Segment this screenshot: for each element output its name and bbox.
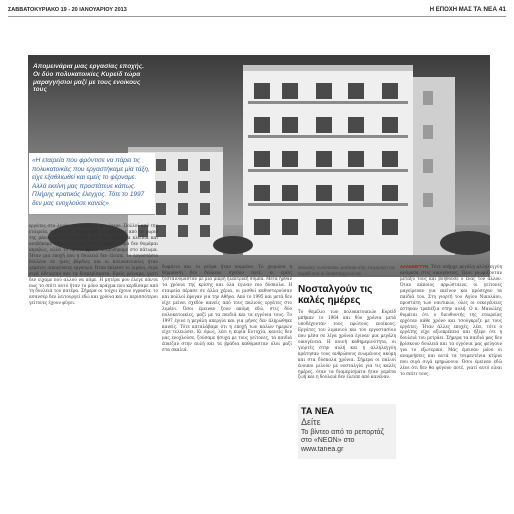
issue-date: ΣΑΒΒΑΤΟΚΥΡΙΑΚΟ 19 - 20 ΙΑΝΟΥΑΡΙΟΥ 2013 (8, 7, 127, 13)
sidebar-body: Το θεμέλιο των πολυκατοικιών Κυρείδ μπήκαν το 1964 και δύο χρόνια μετά υποδέχονταν τους πρώτους ενοίκους. Εργάτες του λιμανιού και του εργοστασίου που μέσα σε λίγα χρόνια έγιναν μια μεγάλη οικογένεια. Η κοινή καθημερινότητα, οι γιορτές στην αυλή και η αλληλεγγύη κράτησαν τους ανθρώπους ενωμένους ακόμη και στα δύσκολα χρόνια. Σήμερα οι παλιοί ένοικοι μιλούν με νοσταλγία για τις καλές ημέρες, όταν τα διαμερίσματα ήταν γεμάτα ζωή και η δουλειά δεν έλειπε από κανέναν. (298, 309, 396, 380)
header-masthead (430, 6, 506, 13)
page-header (8, 5, 506, 17)
newspaper-brand: ΤΑ ΝΕΑ (473, 6, 498, 13)
article-column-2 (162, 264, 292, 506)
portrait-caption: Μανώλης Αναστασίου. Δούλεψε στην επιχείρηση του Κυρείδ από το δεκαεπταχρονο του (298, 265, 396, 276)
tanea-brand: ΤΑ ΝΕΑ (301, 406, 334, 416)
tanea-video-promo (298, 404, 396, 459)
paragraph-lead: ΑΛΛΗΛΕΓΓΥΗ. (400, 264, 430, 269)
promo-text: Το βίντεο από το ρεπορτάζ στο «ΝΕΩΝ» στο www.tanea.gr (301, 429, 384, 453)
promo-lead: Δείτε (301, 417, 321, 427)
article-column-4 (400, 264, 502, 506)
article-text: εργάτες στο λιμάνι τα φόρτωνε και έφερε. Πολλοί από την εταιρεία, πρώτοι απ' όλους ήρθε ο μάστορας από το χωριό της μάνας μου. Ο πατέρας μου είχε πάρει τα κλειδιά και ανεβήκαμε όλοι μαζί στον τρίτο όροφο. Τώρα δεν θυμάμαι ακριβώς, αλλά το πρώτο βράδυ κοιμηθήκαμε στο πάτωμα. Ήταν μια εποχή που η δουλειά δεν έλειπε, το εργοστάσιο δούλευε σε τρεις βάρδιες και οι πολυκατοικίες ήταν γεμάτες οικογένειες εργατών. Όταν έκλεισε το λιμάνι, σιγά σιγά άδειασαν και τα διαμερίσματα. Εμείς μείναμε, γιατί δεν είχαμε πού αλλού να πάμε. Η μητέρα μου έλεγε πάντα πως το σπίτι αυτό ήταν το μόνο πράγμα που κερδίσαμε από τη δουλειά του πατέρα. Σήμερα οι τοίχοι έχουν υγρασία, το ασανσέρ δεν λειτουργεί εδώ και χρόνια και οι περισσότεροι γείτονες έχουν φύγει. (29, 223, 158, 306)
sidebar-title: Νοσταλγούν τις καλές ημέρες (298, 284, 373, 306)
right-building (243, 65, 455, 255)
section-name: Η ΕΠΟΧΗ ΜΑΣ (429, 7, 472, 13)
page-number: 41 (498, 6, 506, 13)
article-text: Τότε υπήρχε μεγάλη αλληλεγγύη ανάμεσα στις οικογένειες. Όλοι γνωρίζονταν μεταξύ τους και βοηθούσε ο ένας τον άλλον. Όταν κάποιος αρρώσταινε, οι γείτονες μαγείρευαν για εκείνον και πρόσεχαν τα παιδιά του. Στη γιορτή του Αγίου Νικολάου, προστάτη των ναυτικών, όλες οι οικογένειες έστηναν τραπέζια στην αυλή. Ο κ. Μανώλης θυμάται ότι ο διευθυντής της εταιρείας ερχόταν κάθε χρόνο και τσούγκριζε με τους εργάτες. Ήταν άλλες εποχές, λέει, τότε ο εργάτης είχε αξιοπρέπεια και ήξερε ότι η δουλειά του μετράει. Σήμερα τα παιδιά μας δεν βρίσκουν δουλειά και τα εγγόνια μας φεύγουν για το εξωτερικό. Μας έμειναν μόνο οι αναμνήσεις και αυτά τα τσιμεντένια κτίρια που σιγά σιγά ερημώνουν. Όσοι έμειναν εδώ λένε ότι δεν θα φύγουν ποτέ, γιατί αυτό είναι το σπίτι τους. (400, 264, 502, 377)
article-text: δωμάτιο και το ρεύμα ήταν κομμένο. Το χειμώνα η θέρμανση δεν δούλευε σχεδόν ποτέ, κι εμείς ζεσταινόμασταν με μια μικρή ηλεκτρική σόμπα. Μετά ήρθαν τα χρόνια της κρίσης και όλα έγιναν πιο δύσκολα. Η εταιρεία πέρασε σε άλλα χέρια, οι μισθοί καθυστερούσαν και πολλοί έφυγαν για την Αθήνα. Από το 1995 και μετά δεν είχε μείνει σχεδόν κανείς από τους παλιούς εργάτες στο λιμάνι. Όσοι έμειναν ζουν ακόμη εδώ, στις δύο πολυκατοικίες, μαζί με τα παιδιά και τα εγγόνια τους. Το 1997 έγινε η μεγάλη απεργία και για μήνες δεν πληρώθηκε κανείς. Τότε καταλάβαμε ότι η εποχή των καλών ημερών είχε τελειώσει. Κι όμως, λέει η κυρία Ευτυχία, κανείς δεν μας ενοχλούσε, ζούσαμε ήσυχα με τους γείτονες, τα παιδιά έπαιζαν στην αυλή και τα βράδια καθόμασταν όλοι μαζί στα σκαλιά. (162, 264, 292, 353)
pull-quote: «Η εταιρεία που φρόντισε να πάρει τις πολυκατοικίες που εργαστήκαμε μία τάξη, είχε εξαθλιωθεί και εμείς το φέρναμε. Αλλά εκείνη μας προστάτευε κάπως. Πλήρης κρατικός έλεγχος. Τότε το 1997 δεν μας ενοχλούσε κανείς» (29, 153, 155, 215)
article-paragraph (400, 264, 502, 377)
article-column-1 (29, 223, 158, 506)
sidebar-box (298, 285, 396, 506)
photo-caption: Απομεινάρια μιας εργασίας εποχής. Οι δύο πολυκατοικίες Κυρείδ τώρα μαραγγήσιοι μαζί με τους ενοίκους τους (33, 63, 144, 94)
